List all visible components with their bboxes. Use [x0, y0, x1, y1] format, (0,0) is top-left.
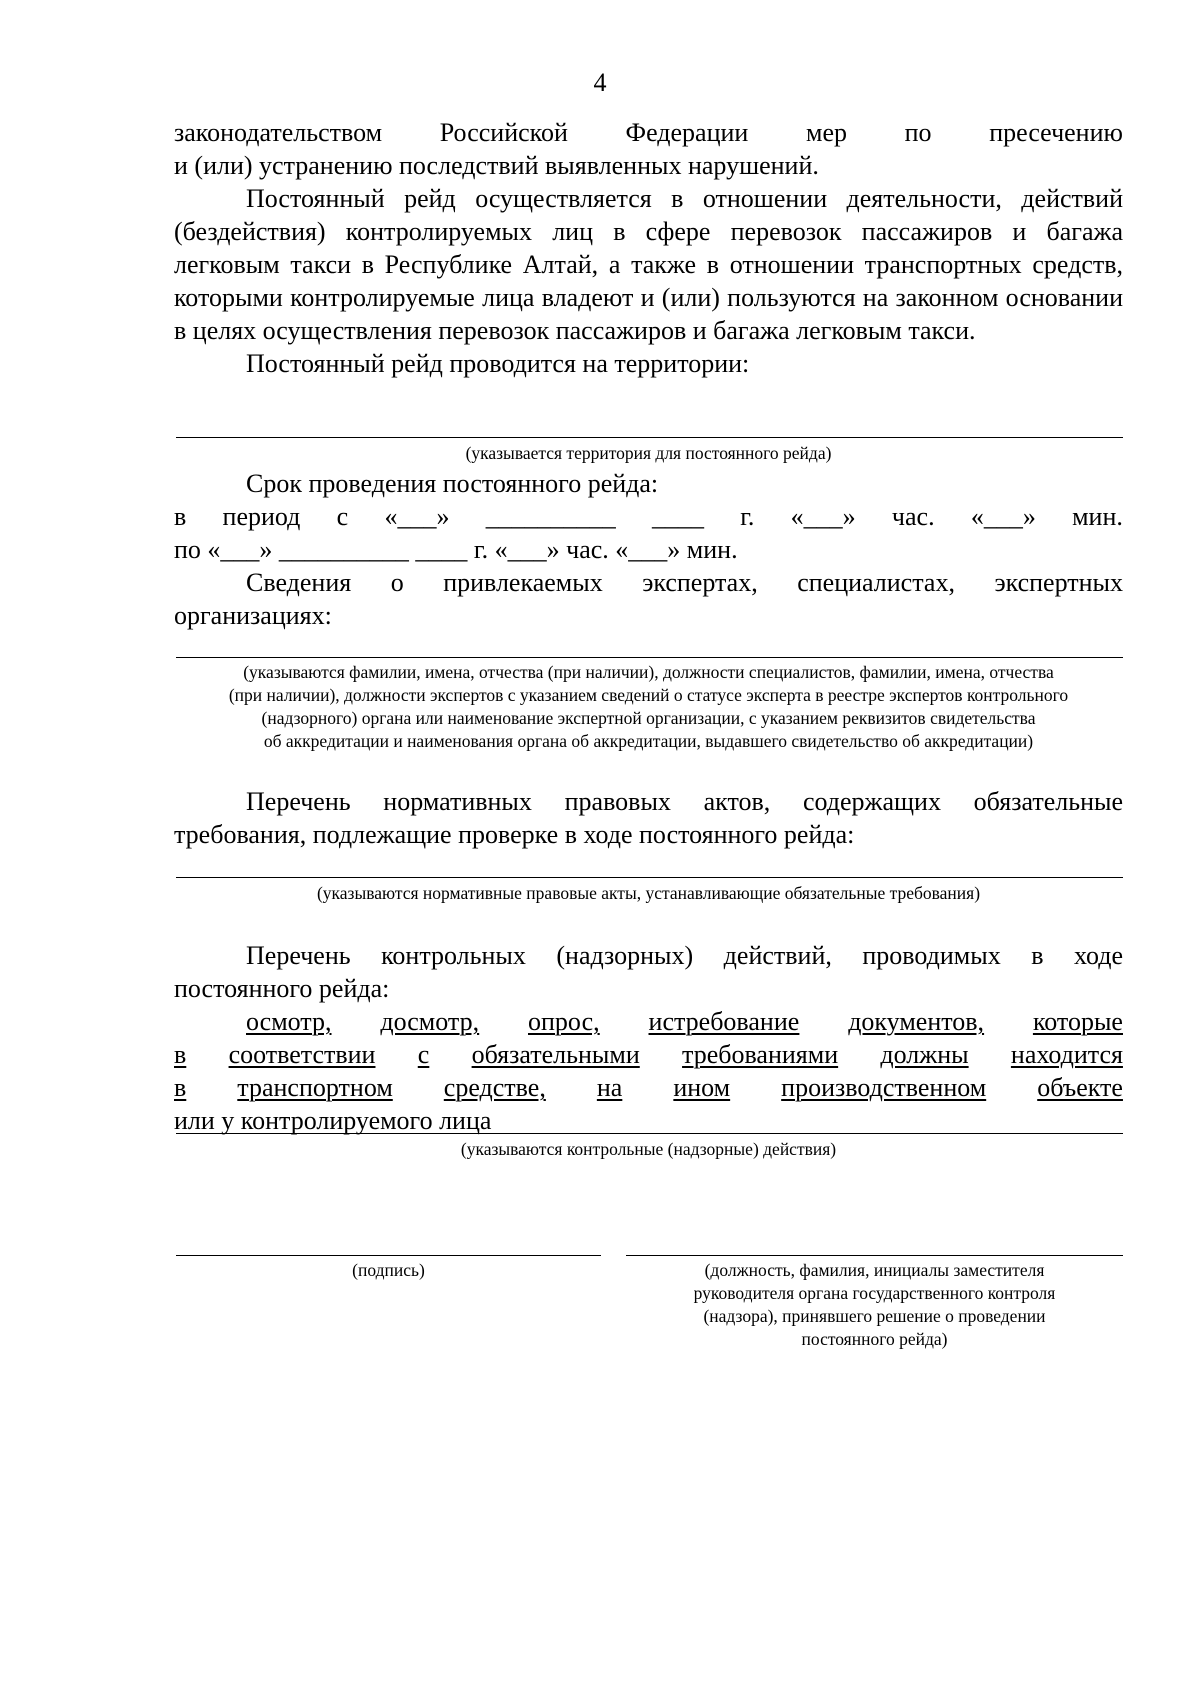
caption-position-name — [626, 1259, 1123, 1351]
word: «___» — [384, 502, 450, 531]
caption-line: об аккредитации и наименования органа об аккредитации, выдавшего свидетельство об аккредитации) — [263, 731, 1034, 751]
word: __________ — [485, 502, 616, 531]
word: с — [417, 1040, 430, 1069]
actions-list-line-1 — [246, 1005, 1123, 1038]
caption-line: постоянного рейда) — [801, 1329, 948, 1349]
word: истребование — [648, 1007, 800, 1036]
word: мер — [805, 118, 847, 147]
word: соответствии — [228, 1040, 376, 1069]
word: час. — [891, 502, 935, 531]
word: опрос, — [528, 1007, 600, 1036]
experts-fill-line — [176, 657, 1123, 658]
caption-line: (указываются фамилии, имена, отчества (при наличии), должности специалистов, фамилии, имена, отчества — [243, 662, 1054, 682]
word: законодательством — [174, 118, 383, 147]
word: транспортном — [237, 1073, 393, 1102]
word: по — [904, 118, 932, 147]
word: в — [174, 502, 187, 531]
term-line-2: по «___» __________ ____ г. «___» час. «___» мин. — [174, 535, 738, 564]
word: находится — [1010, 1040, 1123, 1069]
word: Российской — [439, 118, 568, 147]
word: г. — [740, 502, 755, 531]
page-number: 4 — [593, 68, 607, 97]
word: осмотр, — [246, 1007, 332, 1036]
word: мин. — [1072, 502, 1123, 531]
term-line-1 — [174, 500, 1123, 533]
paragraph-actions: Перечень контрольных (надзорных) действий, проводимых в ходе постоянного рейда: — [174, 941, 1123, 1003]
word: документов, — [848, 1007, 985, 1036]
paragraph-territory: Постоянный рейд проводится на территории: — [246, 349, 750, 378]
caption-actions: (указываются контрольные (надзорные) действия) — [460, 1139, 837, 1159]
paragraph-scope: Постоянный рейд осуществляется в отношении деятельности, действий (бездействия) контролируемых лиц в сфере перевозок пассажиров и багажа легковым такси в Республике Алтай, а также в отношении транспортных средств, которыми контролируемые лица владеют и (или) пользуются на законном основании в целях осуществления перевозок пассажиров и багажа легковым такси. — [174, 184, 1123, 345]
word: в — [174, 1073, 187, 1102]
territory-fill-line — [176, 437, 1123, 438]
caption-territory: (указывается территория для постоянного рейда) — [465, 443, 832, 463]
signature-line — [176, 1255, 601, 1256]
actions-fill-line — [176, 1133, 1123, 1134]
actions-list-line-3 — [174, 1071, 1123, 1104]
caption-line: (надзорного) органа или наименование экспертной организации, с указанием реквизитов свидетельства — [261, 708, 1036, 728]
word: производственном — [781, 1073, 987, 1102]
word: на — [596, 1073, 623, 1102]
word: ____ — [651, 502, 704, 531]
acts-fill-line — [176, 877, 1123, 878]
caption-line: (должность, фамилия, инициалы заместителя — [704, 1260, 1045, 1280]
actions-list-line-2 — [174, 1038, 1123, 1071]
experts-line-1 — [246, 566, 1123, 599]
word: ином — [673, 1073, 731, 1102]
word: экспертных — [994, 568, 1123, 597]
caption-signature: (подпись) — [352, 1260, 425, 1280]
actions-list-line-4: или у контролируемого лица — [174, 1106, 492, 1135]
caption-line: (при наличии), должности экспертов с указанием сведений о статусе эксперта в реестре экспертов контрольного — [228, 685, 1069, 705]
word: средстве, — [443, 1073, 546, 1102]
caption-acts: (указываются нормативные правовые акты, устанавливающие обязательные требования) — [316, 883, 981, 903]
word: должны — [880, 1040, 969, 1069]
word: Сведения — [246, 568, 352, 597]
position-name-line — [626, 1255, 1123, 1256]
word: специалистах, — [797, 568, 955, 597]
word: досмотр, — [380, 1007, 480, 1036]
word: период — [222, 502, 301, 531]
word: объекте — [1037, 1073, 1123, 1102]
intro-line-1 — [174, 116, 1123, 149]
word: обязательными — [471, 1040, 640, 1069]
word: с — [336, 502, 349, 531]
word: пресечению — [989, 118, 1123, 147]
word: Федерации — [625, 118, 749, 147]
intro-line-2: и (или) устранению последствий выявленных нарушений. — [174, 151, 819, 180]
word: «___» — [970, 502, 1036, 531]
word: экспертах, — [642, 568, 758, 597]
word: требованиями — [682, 1040, 839, 1069]
paragraph-acts: Перечень нормативных правовых актов, содержащих обязательные требования, подлежащие проверке в ходе постоянного рейда: — [174, 787, 1123, 849]
word: «___» — [790, 502, 856, 531]
word: которые — [1032, 1007, 1123, 1036]
caption-experts — [174, 661, 1123, 753]
term-heading: Срок проведения постоянного рейда: — [246, 469, 659, 498]
experts-line-2: организациях: — [174, 601, 332, 630]
word: о — [390, 568, 404, 597]
caption-line: руководителя органа государственного контроля — [693, 1283, 1056, 1303]
caption-line: (надзора), принявшего решение о проведении — [703, 1306, 1046, 1326]
word: привлекаемых — [443, 568, 603, 597]
word: в — [174, 1040, 187, 1069]
